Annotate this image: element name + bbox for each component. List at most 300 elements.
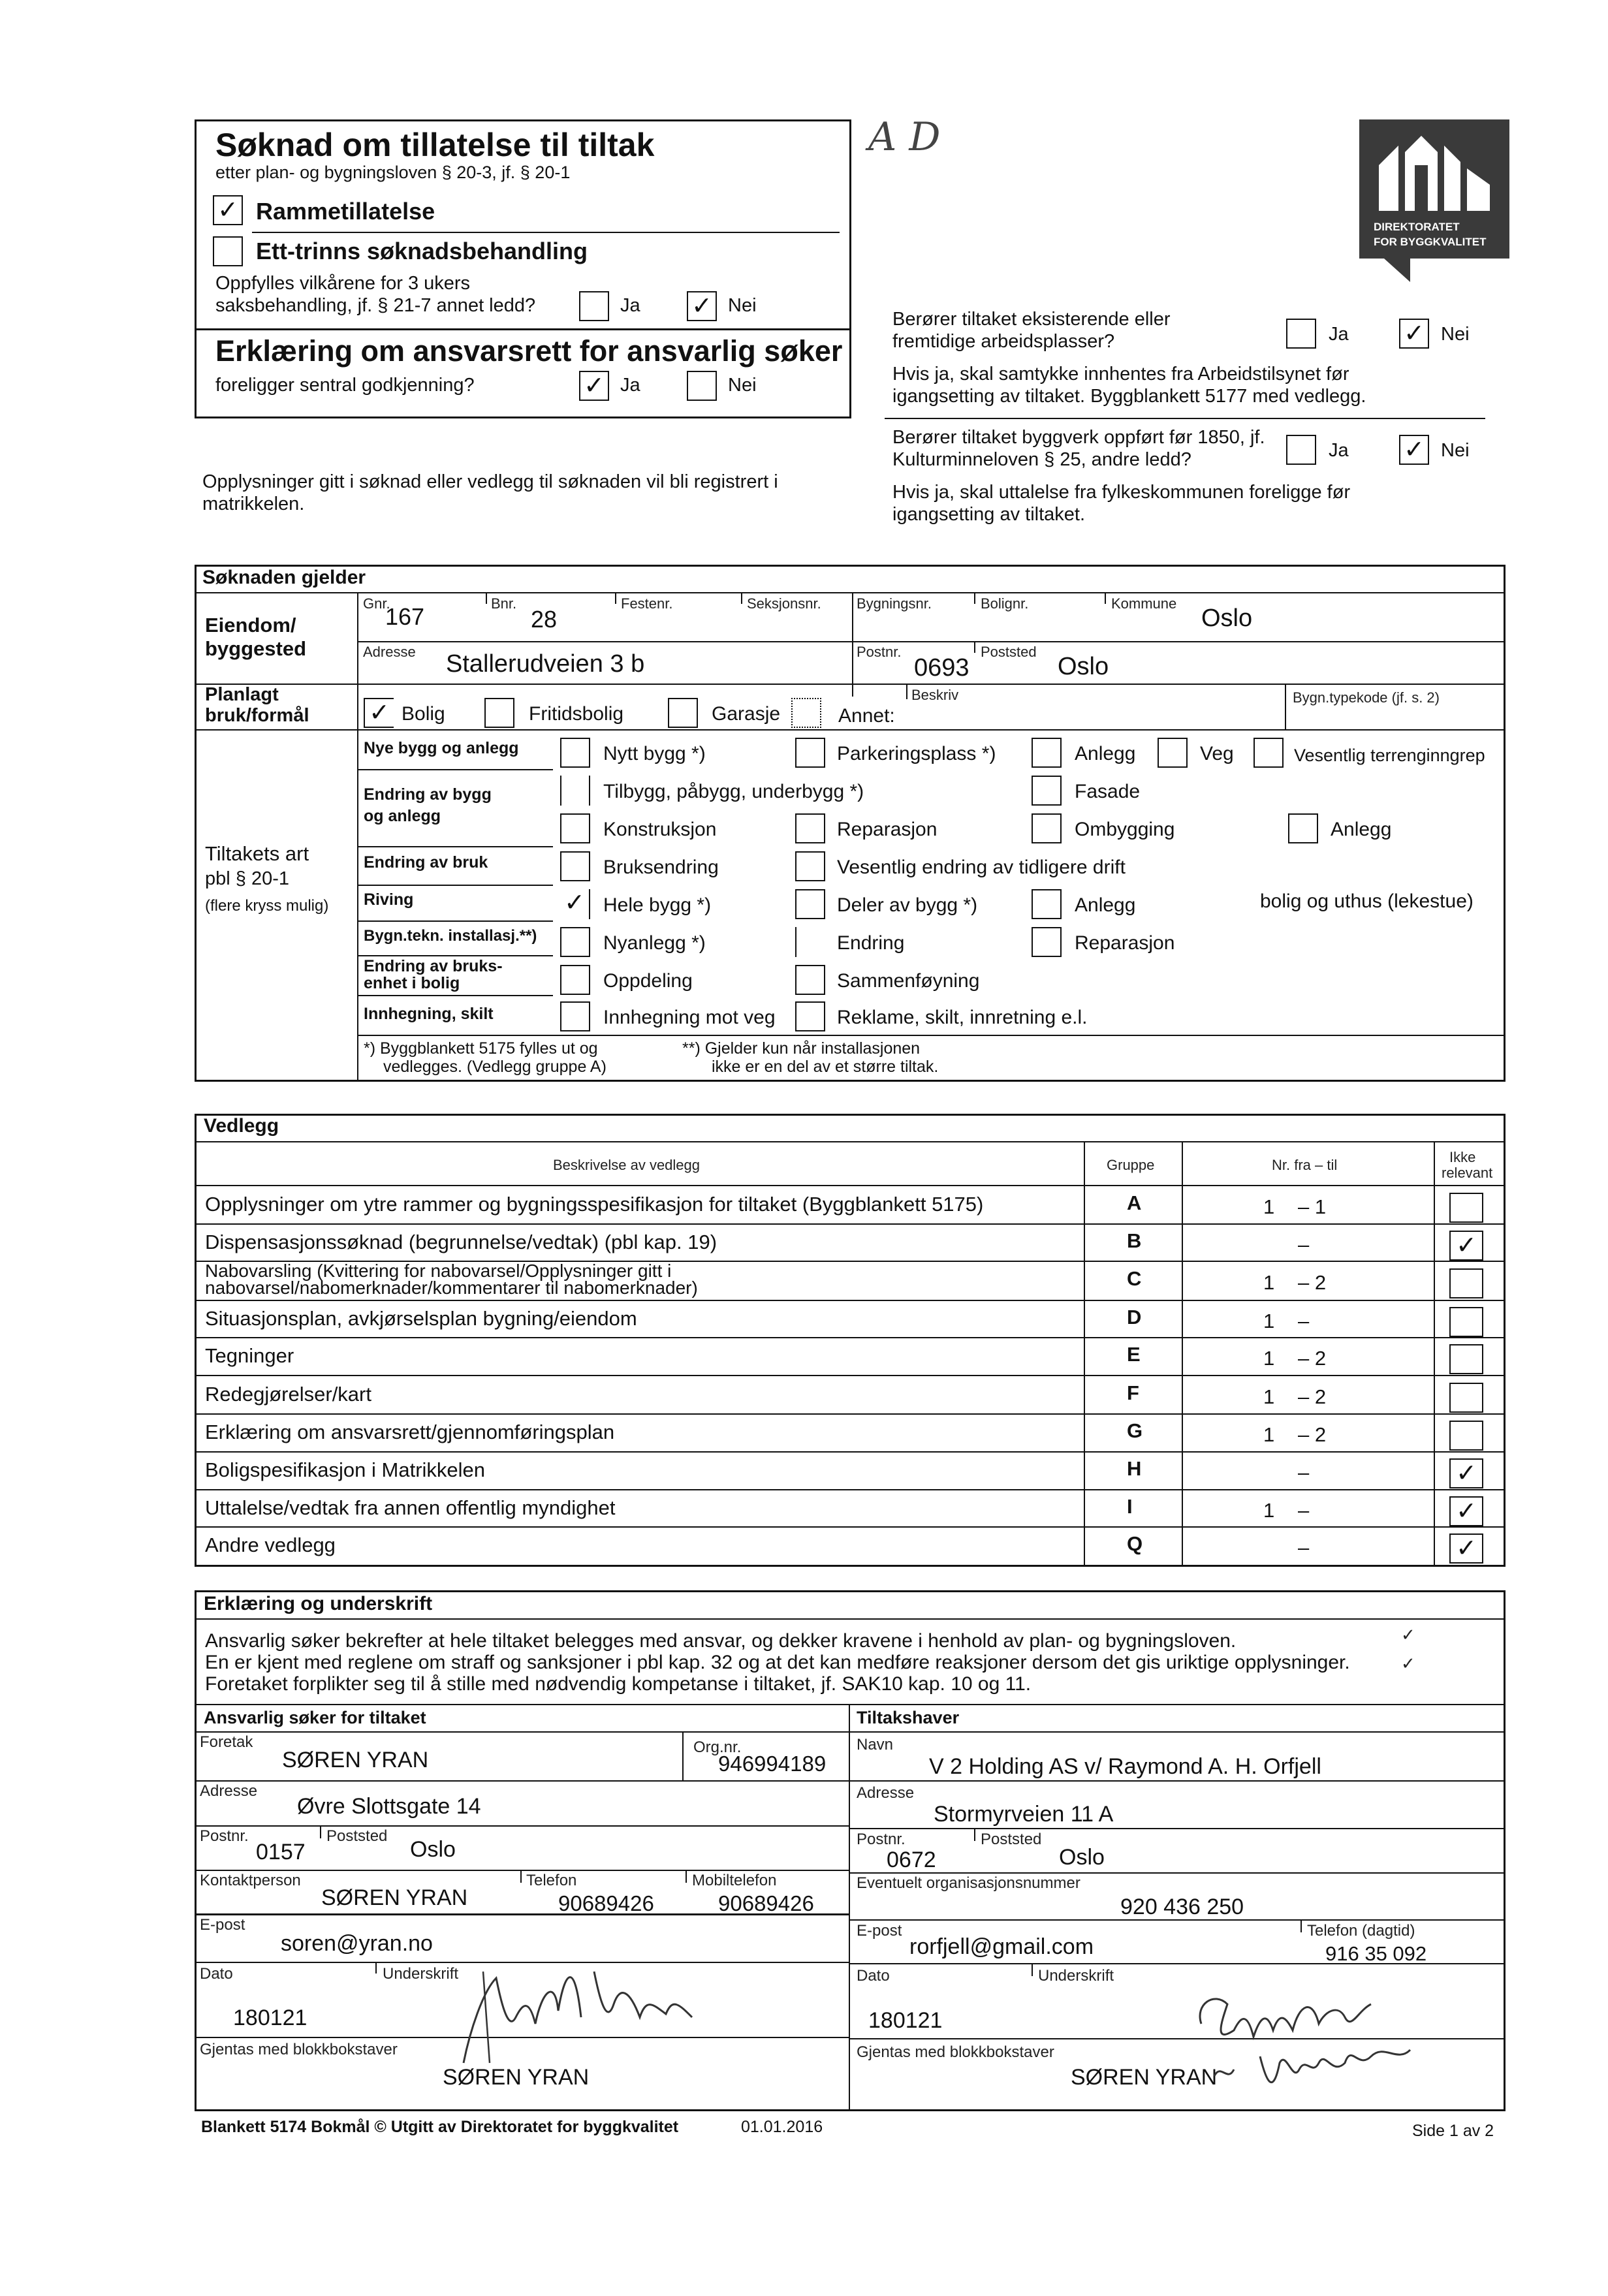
- divider: [195, 592, 1506, 593]
- vedlegg-nr-til: –: [1298, 1233, 1310, 1256]
- divider: [974, 1828, 975, 1841]
- divider: [357, 846, 553, 847]
- logo-mark-icon: [1359, 119, 1509, 217]
- divider: [195, 1870, 849, 1871]
- oppdeling-checkbox[interactable]: [560, 965, 590, 995]
- vesentlig-endring-label: Vesentlig endring av tidligere drift: [837, 857, 1126, 878]
- kommune-label: Kommune: [1111, 595, 1177, 612]
- vedlegg-row: [195, 1185, 1506, 1223]
- vedlegg-gruppe: B: [1127, 1229, 1142, 1252]
- ikke-relevant-checkbox[interactable]: [1449, 1193, 1483, 1223]
- nei-label: Nei: [728, 295, 757, 316]
- tiltakets-art-label: Tiltakets art: [205, 842, 309, 865]
- reparasjon-checkbox[interactable]: [795, 813, 825, 843]
- kontaktperson-value: SØREN YRAN: [321, 1885, 468, 1910]
- ikke-relevant-checkbox[interactable]: [1449, 1307, 1483, 1337]
- nytt-bygg-label: Nytt bygg *): [603, 743, 706, 764]
- tiltakshaver-dato-label: Dato: [857, 1967, 890, 1985]
- mobil-value: 90689426: [718, 1891, 814, 1915]
- anlegg-3-label: Anlegg: [1075, 894, 1136, 916]
- vedlegg-nr-til: – 2: [1298, 1385, 1327, 1408]
- ja-label: Ja: [1329, 324, 1349, 345]
- epost-label: E-post: [200, 1916, 245, 1934]
- tiltakshaver-epost-label: E-post: [857, 1922, 902, 1940]
- logo-arrow: [1384, 259, 1410, 282]
- tiltakshaver-gjentas-label: Gjentas med blokkbokstaver: [857, 2043, 1054, 2061]
- reparasjon-2-label: Reparasjon: [1075, 932, 1175, 954]
- ombygging-checkbox[interactable]: [1032, 813, 1062, 843]
- beskriv-label: Beskriv: [911, 687, 959, 703]
- vedlegg-row: [195, 1451, 1506, 1489]
- vedlegg-description: Tegninger: [205, 1344, 294, 1367]
- nytt-bygg-checkbox[interactable]: [560, 738, 590, 768]
- tiltakshaver-poststed-value: Oslo: [1059, 1845, 1105, 1870]
- footnote-1b: vedlegges. (Vedlegg gruppe A): [383, 1058, 607, 1076]
- divider: [1301, 1919, 1302, 1932]
- vedlegg-row: [195, 1223, 1506, 1261]
- row-riving: Riving: [364, 890, 414, 909]
- endring-checkbox[interactable]: [795, 927, 825, 957]
- kulturminne-info2: igangsetting av tiltaket.: [892, 504, 1086, 525]
- sentral-ja-checkbox[interactable]: ✓: [579, 371, 609, 401]
- oppfylles-text-1: Oppfylles vilkårene for 3 ukers: [215, 273, 471, 294]
- fritidsbolig-label: Fritidsbolig: [529, 703, 624, 725]
- flere-kryss-label: (flere kryss mulig): [205, 897, 329, 915]
- ikke-relevant-checkbox[interactable]: [1449, 1421, 1483, 1451]
- footnote-1a: *) Byggblankett 5175 fylles ut og: [364, 1039, 598, 1058]
- vedlegg-gruppe: I: [1127, 1495, 1133, 1518]
- vedlegg-nr-fra: 1: [1263, 1499, 1275, 1522]
- vedlegg-nr-fra: 1: [1263, 1195, 1275, 1218]
- divider: [849, 1704, 850, 2111]
- sentral-nei-checkbox[interactable]: [687, 371, 717, 401]
- telefon-value: 90689426: [558, 1891, 654, 1915]
- vedlegg-nr-fra: 1: [1263, 1347, 1275, 1370]
- reparasjon-2-checkbox[interactable]: [1032, 927, 1062, 957]
- navn-label: Navn: [857, 1736, 894, 1753]
- footnote-2a: **) Gjelder kun når installasjonen: [682, 1039, 921, 1058]
- vedlegg-row: [195, 1375, 1506, 1413]
- logo-text-1: DIREKTORATET: [1374, 221, 1460, 233]
- divider: [195, 1618, 1506, 1620]
- row-nye-bygg: Nye bygg og anlegg: [364, 739, 519, 757]
- erklaering-og-underskrift-title: Erklæring og underskrift: [204, 1593, 433, 1614]
- byggested-label: byggested: [205, 637, 307, 660]
- dato-value: 180121: [233, 2005, 307, 2030]
- vedlegg-description: Andre vedlegg: [205, 1533, 336, 1556]
- mobil-label: Mobiltelefon: [692, 1872, 777, 1889]
- tiltakshaver-poststed-label: Poststed: [981, 1831, 1042, 1848]
- ikke-relevant-checkbox[interactable]: ✓: [1449, 1496, 1483, 1526]
- deler-av-bygg-label: Deler av bygg *): [837, 894, 978, 916]
- rammetillatelse-label: Rammetillatelse: [256, 198, 435, 225]
- divider: [849, 1963, 1506, 1964]
- nei-label: Nei: [1441, 440, 1470, 461]
- tiltakshaver-epost-value: rorfjell@gmail.com: [909, 1934, 1094, 1959]
- vedlegg-gruppe: E: [1127, 1343, 1141, 1366]
- festenr-label: Festenr.: [621, 595, 673, 612]
- foretak-label: Foretak: [200, 1733, 253, 1751]
- nei-label: Nei: [728, 375, 757, 396]
- hele-bygg-label: Hele bygg *): [603, 894, 712, 916]
- garasje-label: Garasje: [712, 703, 781, 725]
- nyanlegg-checkbox[interactable]: [560, 927, 590, 957]
- vedlegg-nr-til: – 2: [1298, 1423, 1327, 1446]
- divider: [849, 1828, 1506, 1829]
- kommune-value: Oslo: [1201, 605, 1253, 632]
- form-title: Søknad om tillatelse til tiltak: [215, 127, 655, 163]
- divider: [852, 592, 853, 697]
- pbl-label: pbl § 20-1: [205, 868, 289, 889]
- tiltakshaver-orgnr-value: 920 436 250: [1120, 1895, 1244, 1919]
- vedlegg-gruppe: Q: [1127, 1532, 1143, 1555]
- kulturminne-info1: Hvis ja, skal uttalelse fra fylkeskommunen foreligge før: [892, 482, 1351, 503]
- orgnr-label: Org.nr.: [693, 1738, 742, 1756]
- tilbygg-checkbox[interactable]: [560, 776, 590, 806]
- telefon-label: Telefon: [526, 1872, 577, 1889]
- vedlegg-row: [195, 1413, 1506, 1451]
- anlegg-label: Anlegg: [1075, 743, 1136, 764]
- epost-value: soren@yran.no: [281, 1931, 433, 1956]
- tiltakshaver-postnr-value: 0672: [887, 1848, 936, 1872]
- divider: [375, 1962, 377, 1974]
- ikke-relevant-checkbox[interactable]: [1449, 1383, 1483, 1413]
- bruksendring-checkbox[interactable]: [560, 851, 590, 881]
- eventuelt-orgnr-label: Eventuelt organisasjonsnummer: [857, 1874, 1080, 1892]
- arbeidsplass-q1: Berører tiltaket eksisterende eller: [892, 309, 1171, 330]
- row-innhegning: Innhegning, skilt: [364, 1005, 494, 1023]
- divider: [357, 920, 553, 922]
- riving-note: bolig og uthus (lekestue): [1260, 890, 1474, 912]
- divider: [195, 1825, 849, 1827]
- divider: [849, 1919, 1506, 1921]
- ikke-relevant-checkbox[interactable]: [1449, 1344, 1483, 1374]
- deler-av-bygg-checkbox[interactable]: [795, 889, 825, 919]
- ansvarlig-soker-heading: Ansvarlig søker for tiltaket: [204, 1708, 426, 1727]
- ikke-header-1: Ikke: [1449, 1149, 1476, 1165]
- vedlegg-gruppe: C: [1127, 1267, 1142, 1290]
- seksjonsnr-label: Seksjonsnr.: [747, 595, 821, 612]
- divider: [486, 592, 487, 604]
- vedlegg-gruppe: A: [1127, 1191, 1142, 1214]
- vedlegg-nr-til: – 1: [1298, 1195, 1327, 1218]
- row-endring-bygg-1: Endring av bygg: [364, 785, 492, 804]
- footer-blankett: Blankett 5174 Bokmål © Utgitt av Direktoratet for byggkvalitet: [201, 2118, 679, 2136]
- fasade-checkbox[interactable]: [1032, 776, 1062, 806]
- gjentas-label: Gjentas med blokkbokstaver: [200, 2041, 398, 2058]
- signature-soker: [444, 1932, 744, 2076]
- fritidsbolig-checkbox[interactable]: [484, 698, 514, 728]
- bruksendring-label: Bruksendring: [603, 857, 719, 878]
- form-subtitle: etter plan- og bygningsloven § 20-3, jf. § 20-1: [215, 163, 571, 182]
- kulturminne-q2: Kulturminneloven § 25, andre ledd?: [892, 449, 1191, 470]
- poststed-label: Poststed: [981, 644, 1037, 660]
- poststed-value: Oslo: [1058, 653, 1109, 680]
- kulturminne-q1: Berører tiltaket byggverk oppført før 1850, jf.: [892, 427, 1265, 448]
- oppfylles-ja-checkbox[interactable]: [579, 291, 609, 321]
- veg-checkbox[interactable]: [1158, 738, 1188, 768]
- divider: [974, 592, 975, 604]
- matrikkel-info-1: Opplysninger gitt i søknad eller vedlegg til søknaden vil bli registrert i: [202, 471, 778, 492]
- underskrift-label: Underskrift: [383, 1965, 459, 1983]
- arbeidsplass-ja-checkbox[interactable]: [1286, 319, 1316, 349]
- beskrivelse-header: Beskrivelse av vedlegg: [553, 1157, 701, 1173]
- divider: [195, 328, 851, 330]
- vedlegg-description: Uttalelse/vedtak fra annen offentlig myndighet: [205, 1496, 616, 1519]
- vedlegg-nr-til: –: [1298, 1461, 1310, 1484]
- tiltakshaver-adresse-label: Adresse: [857, 1784, 915, 1802]
- divider: [1032, 1963, 1033, 1976]
- vedlegg-nr-til: –: [1298, 1499, 1310, 1522]
- divider: [195, 1913, 849, 1915]
- adresse-value: Stallerudveien 3 b: [446, 650, 645, 678]
- erklaering-p1: Ansvarlig søker bekrefter at hele tiltaket belegges med ansvar, og dekker kravene i henhold av plan- og bygningsloven.: [205, 1630, 1237, 1652]
- divider: [885, 418, 1485, 419]
- bolignr-label: Bolignr.: [981, 595, 1029, 612]
- tiltakshaver-dato-value: 180121: [868, 2008, 943, 2033]
- erklaering-p2: En er kjent med reglene om straff og sanksjoner i pbl kap. 32 og at det kan medføre reaksjoner dersom det gis uriktige opplysninger.: [205, 1652, 1350, 1673]
- check-mark-1: ✓: [1401, 1626, 1415, 1645]
- row-bruksenhet-2: enhet i bolig: [364, 974, 460, 992]
- kulturminne-nei-checkbox[interactable]: ✓: [1399, 435, 1429, 465]
- divider: [906, 684, 907, 699]
- direktoratet-logo: [1359, 119, 1509, 259]
- nyanlegg-label: Nyanlegg *): [603, 932, 706, 954]
- terrenginngrep-label: Vesentlig terrenginngrep: [1294, 746, 1485, 765]
- foretak-value: SØREN YRAN: [282, 1748, 429, 1772]
- ja-label: Ja: [620, 375, 640, 396]
- anlegg-checkbox[interactable]: [1032, 738, 1062, 768]
- tiltakshaver-gjentas-value: SØREN YRAN: [1071, 2065, 1218, 2090]
- divider: [1105, 592, 1106, 604]
- divider: [252, 232, 840, 233]
- anlegg-2-checkbox[interactable]: [1288, 813, 1318, 843]
- erklaering-sub: foreligger sentral godkjenning?: [215, 375, 475, 396]
- dato-label: Dato: [200, 1965, 233, 1983]
- annet-label: Annet:: [838, 705, 895, 727]
- adresse-label: Adresse: [200, 1782, 258, 1800]
- navn-value: V 2 Holding AS v/ Raymond A. H. Orfjell: [929, 1754, 1321, 1779]
- arbeidsplass-info2: igangsetting av tiltaket. Byggblankett 5177 med vedlegg.: [892, 386, 1366, 407]
- parkeringsplass-label: Parkeringsplass *): [837, 743, 996, 764]
- divider: [195, 1704, 1506, 1705]
- tilbygg-label: Tilbygg, påbygg, underbygg *): [603, 781, 864, 802]
- oppfylles-nei-checkbox[interactable]: ✓: [687, 291, 717, 321]
- divider: [320, 1825, 321, 1838]
- parkeringsplass-checkbox[interactable]: [795, 738, 825, 768]
- vedlegg-title: Vedlegg: [204, 1115, 279, 1137]
- ikke-relevant-checkbox[interactable]: [1449, 1268, 1483, 1298]
- divider: [974, 641, 975, 653]
- footnote-2b: ikke er en del av et større tiltak.: [712, 1058, 939, 1076]
- telefon-dagtid-label: Telefon (dagtid): [1307, 1922, 1415, 1940]
- divider: [195, 684, 1506, 685]
- bnr-label: Bnr.: [491, 595, 517, 612]
- row-bygn-tekn: Bygn.tekn. installasj.**): [364, 927, 537, 945]
- reparasjon-label: Reparasjon: [837, 819, 938, 840]
- divider: [195, 1780, 849, 1782]
- vedlegg-description: Boligspesifikasjon i Matrikkelen: [205, 1458, 486, 1481]
- check-mark-2: ✓: [1401, 1654, 1415, 1674]
- row-bruksenhet-1: Endring av bruks-: [364, 957, 503, 975]
- vedlegg-gruppe: G: [1127, 1419, 1143, 1442]
- ett-trinns-checkbox[interactable]: [213, 236, 243, 266]
- planlagt-label-1: Planlagt: [205, 684, 279, 705]
- vedlegg-description: Situasjonsplan, avkjørselsplan bygning/eiendom: [205, 1307, 637, 1330]
- rammetillatelse-checkbox[interactable]: ✓: [213, 195, 243, 225]
- gruppe-header: Gruppe: [1107, 1157, 1155, 1173]
- tiltakshaver-postnr-label: Postnr.: [857, 1831, 906, 1848]
- anlegg-2-label: Anlegg: [1331, 819, 1392, 840]
- vedlegg-gruppe: F: [1127, 1381, 1139, 1404]
- handwritten-note: A D: [868, 114, 941, 160]
- arbeidsplass-q2: fremtidige arbeidsplasser?: [892, 331, 1115, 352]
- vesentlig-endring-checkbox[interactable]: [795, 851, 825, 881]
- logo-text-2: FOR BYGGKVALITET: [1374, 236, 1487, 248]
- vedlegg-description: Opplysninger om ytre rammer og bygningsspesifikasjon for tiltaket (Byggblankett 5175): [205, 1193, 984, 1216]
- bygntypekode-label: Bygn.typekode (jf. s. 2): [1293, 689, 1440, 706]
- soknad-title: Søknaden gjelder: [202, 567, 366, 588]
- vedlegg-nr-fra: 1: [1263, 1423, 1275, 1446]
- ikke-header-2: relevant: [1442, 1165, 1493, 1181]
- gjentas-value: SØREN YRAN: [443, 2065, 590, 2090]
- adresse-value: Øvre Slottsgate 14: [297, 1794, 481, 1819]
- vedlegg-nr-til: – 2: [1298, 1347, 1327, 1370]
- endring-label: Endring: [837, 932, 905, 954]
- kulturminne-ja-checkbox[interactable]: [1286, 435, 1316, 465]
- hele-bygg-checkbox[interactable]: ✓: [560, 889, 590, 919]
- vedlegg-nr-til: –: [1298, 1536, 1310, 1559]
- ombygging-label: Ombygging: [1075, 819, 1175, 840]
- ikke-relevant-checkbox[interactable]: ✓: [1449, 1458, 1483, 1488]
- erklaering-title: Erklæring om ansvarsrett for ansvarlig søker: [215, 334, 843, 368]
- divider: [615, 592, 616, 604]
- postnr-label: Postnr.: [857, 644, 902, 660]
- tiltakshaver-adresse-value: Stormyrveien 11 A: [934, 1802, 1114, 1827]
- vedlegg-row: [195, 1261, 1506, 1300]
- divider: [357, 769, 553, 770]
- divider: [682, 1731, 684, 1781]
- bnr-value: 28: [531, 606, 558, 633]
- arbeidsplass-nei-checkbox[interactable]: ✓: [1399, 319, 1429, 349]
- vedlegg-description: Erklæring om ansvarsrett/gjennomføringsplan: [205, 1421, 615, 1443]
- divider: [357, 885, 553, 886]
- vedlegg-nr-fra: 1: [1263, 1271, 1275, 1294]
- vedlegg-nr-til: – 2: [1298, 1271, 1327, 1294]
- footer-page: Side 1 av 2: [1412, 2122, 1494, 2140]
- ja-label: Ja: [620, 295, 640, 316]
- vedlegg-nr-fra: 1: [1263, 1385, 1275, 1408]
- postnr-value: 0693: [914, 654, 970, 682]
- reklame-label: Reklame, skilt, innretning e.l.: [837, 1007, 1088, 1028]
- vedlegg-description-2: nabovarsel/nabomerknader/kommentarer til nabomerknader): [205, 1278, 698, 1298]
- ett-trinns-label: Ett-trinns søknadsbehandling: [256, 238, 588, 264]
- gnr-value: 167: [385, 603, 425, 630]
- divider: [357, 592, 358, 1082]
- vedlegg-row: [195, 1337, 1506, 1375]
- vedlegg-description: Redegjørelser/kart: [205, 1383, 371, 1406]
- terrenginngrep-checkbox[interactable]: [1253, 738, 1284, 768]
- ja-label: Ja: [1329, 440, 1349, 461]
- divider: [357, 641, 1506, 642]
- ikke-relevant-checkbox[interactable]: ✓: [1449, 1231, 1483, 1261]
- vedlegg-gruppe: D: [1127, 1306, 1142, 1329]
- postnr-value: 0157: [256, 1840, 306, 1864]
- sammenfoyning-checkbox[interactable]: [795, 965, 825, 995]
- vedlegg-row: [195, 1489, 1506, 1526]
- poststed-label: Poststed: [326, 1827, 388, 1845]
- eiendom-label: Eiendom/: [205, 614, 296, 637]
- vedlegg-gruppe: H: [1127, 1457, 1142, 1480]
- telefon-dagtid-value: 916 35 092: [1325, 1942, 1427, 1965]
- sammenfoyning-label: Sammenføyning: [837, 970, 980, 992]
- divider: [686, 1870, 687, 1883]
- vedlegg-nr-fra: 1: [1263, 1310, 1275, 1332]
- divider: [195, 729, 1506, 731]
- konstruksjon-checkbox[interactable]: [560, 813, 590, 843]
- arbeidsplass-info1: Hvis ja, skal samtykke innhentes fra Arbeidstilsynet før: [892, 364, 1349, 385]
- vedlegg-description: Nabovarsling (Kvittering for nabovarsel/Opplysninger gitt i: [205, 1261, 672, 1281]
- footer-date: 01.01.2016: [741, 2118, 823, 2136]
- ikke-relevant-checkbox[interactable]: ✓: [1449, 1533, 1483, 1564]
- oppfylles-text-2: saksbehandling, jf. § 21-7 annet ledd?: [215, 295, 536, 316]
- row-endring-bygg-2: og anlegg: [364, 807, 441, 825]
- divider: [195, 1141, 1506, 1142]
- divider: [849, 1872, 1506, 1874]
- divider: [357, 995, 553, 996]
- nr-header: Nr. fra – til: [1272, 1157, 1338, 1173]
- innhegning-label: Innhegning mot veg: [603, 1007, 776, 1028]
- planlagt-label-2: bruk/formål: [205, 705, 309, 726]
- nei-label: Nei: [1441, 324, 1470, 345]
- vedlegg-description: Dispensasjonssøknad (begrunnelse/vedtak) (pbl kap. 19): [205, 1231, 717, 1253]
- anlegg-3-checkbox[interactable]: [1032, 889, 1062, 919]
- reklame-checkbox[interactable]: [795, 1001, 825, 1031]
- row-endring-bruk: Endring av bruk: [364, 853, 488, 872]
- divider: [357, 1035, 1506, 1036]
- bolig-checkbox[interactable]: ✓: [364, 698, 394, 728]
- veg-label: Veg: [1200, 743, 1234, 764]
- postnr-label: Postnr.: [200, 1827, 249, 1845]
- divider: [1285, 684, 1286, 729]
- vedlegg-row: [195, 1300, 1506, 1337]
- erklaering-p3: Foretaket forplikter seg til å stille med nødvendig kompetanse i tiltaket, jf. SAK10 kap. 10 og 11.: [205, 1673, 1032, 1695]
- divider: [849, 1780, 1506, 1782]
- gnr-label: Gnr.: [363, 595, 390, 612]
- signature-tiltakshaver: [1188, 1965, 1502, 2109]
- garasje-checkbox[interactable]: [668, 698, 698, 728]
- oppdeling-label: Oppdeling: [603, 970, 693, 992]
- tiltakshaver-underskrift-label: Underskrift: [1038, 1967, 1114, 1985]
- vedlegg-row: [195, 1526, 1506, 1564]
- fasade-label: Fasade: [1075, 781, 1141, 802]
- matrikkel-info-2: matrikkelen.: [202, 494, 305, 514]
- kontaktperson-label: Kontaktperson: [200, 1872, 301, 1889]
- divider: [357, 955, 553, 956]
- divider: [195, 1731, 1506, 1733]
- innhegning-checkbox[interactable]: [560, 1001, 590, 1031]
- poststed-value: Oslo: [410, 1837, 456, 1862]
- bolig-label: Bolig: [402, 703, 445, 725]
- divider: [741, 592, 742, 604]
- adresse-label: Adresse: [363, 644, 416, 660]
- divider: [520, 1870, 522, 1883]
- vedlegg-nr-til: –: [1298, 1310, 1310, 1332]
- annet-checkbox[interactable]: [791, 698, 821, 728]
- tiltakshaver-heading: Tiltakshaver: [857, 1708, 960, 1727]
- konstruksjon-label: Konstruksjon: [603, 819, 717, 840]
- orgnr-value: 946994189: [718, 1752, 827, 1776]
